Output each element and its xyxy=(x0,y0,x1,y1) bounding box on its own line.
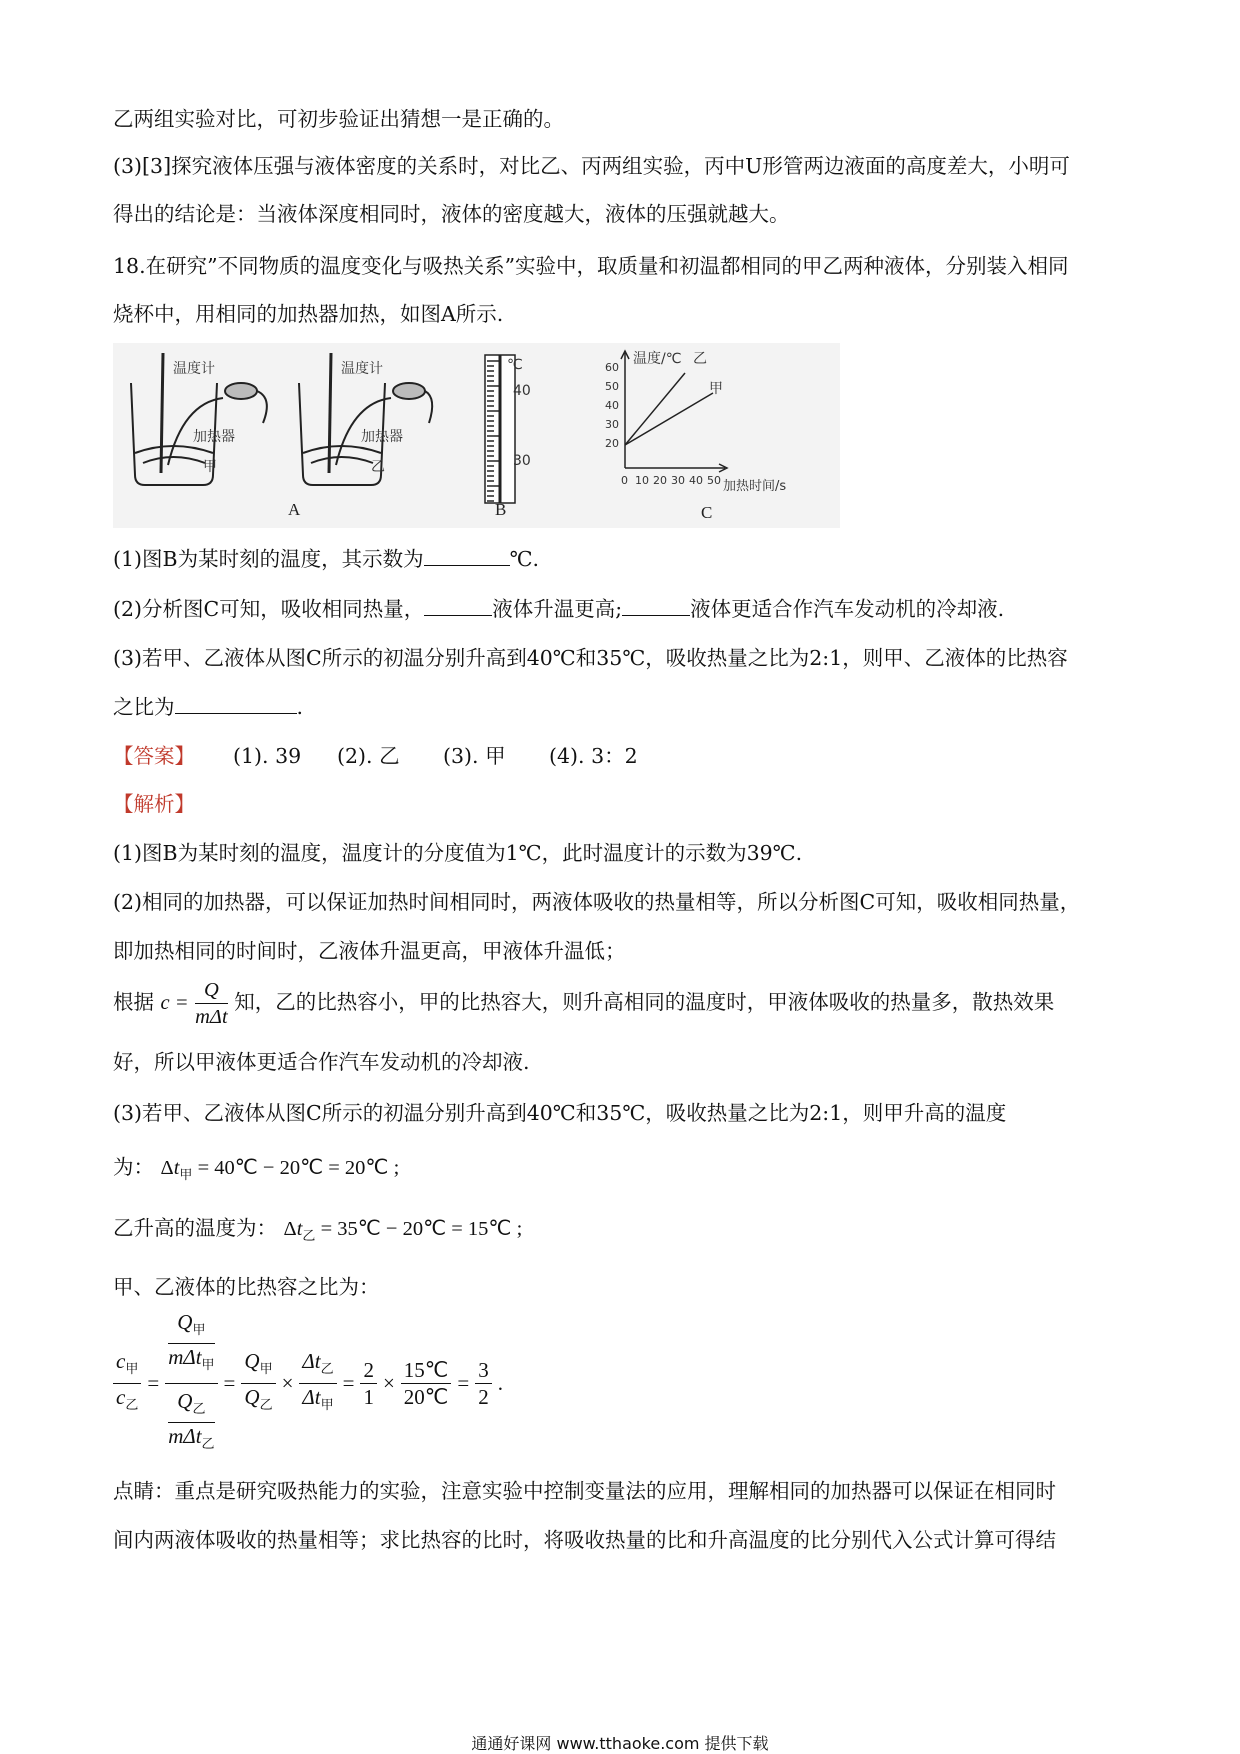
y-tick: 20 xyxy=(605,437,619,450)
q2-text-b: 液体升温更高; xyxy=(492,597,623,621)
answer-blank xyxy=(175,693,297,714)
figure-c-label: C xyxy=(701,503,713,522)
ratio-complex-fraction: $\frac{\frac{Q_甲}{m\Delta t_甲}}{\frac{Q_乙}{m\Delta t_乙}}$ xyxy=(165,1309,217,1457)
analysis-eq-yi: 乙升高的温度为： $\Delta t_乙$ = 35℃ − 20℃ = 15℃ ; xyxy=(113,1216,523,1244)
y-tick: 50 xyxy=(605,380,619,393)
thermometer-b xyxy=(485,355,515,503)
ratio-c: $\frac{c_甲}{c_乙}$ xyxy=(113,1348,141,1417)
y-tick: 60 xyxy=(605,361,619,374)
analysis-formula-line xyxy=(113,972,1054,1033)
frac-den: 2 xyxy=(478,1384,489,1409)
frac-num: 3 xyxy=(475,1357,492,1384)
thermometer-label: 温度计 xyxy=(341,361,383,377)
answer-tag: 【答案】 xyxy=(113,744,195,768)
figure-a-label: A xyxy=(288,500,301,519)
answer-blank xyxy=(424,545,510,566)
text-line: 得出的结论是：当液体深度相同时，液体的密度越大，液体的压强就越大。 xyxy=(113,202,790,226)
q1-text: (1)图B为某时刻的温度，其示数为 xyxy=(113,547,424,571)
liquid-jia-label: 甲 xyxy=(203,459,217,475)
liquid-yi-label: 乙 xyxy=(371,459,385,475)
analysis-line: (3)若甲、乙液体从图C所示的初温分别升高到40℃和35℃，吸收热量之比为2:1，则甲升高的温度 xyxy=(113,1101,1007,1125)
text-line: (3)[3]探究液体压强与液体密度的关系时，对比乙、丙两组实验，丙中U形管两边液面的高度差大，小明可 xyxy=(113,154,1070,178)
formula-prefix: 根据 xyxy=(113,990,154,1014)
frac-num: 15℃ xyxy=(401,1357,452,1384)
formula-suffix: 知，乙的比热容小，甲的比热容大，则升高相同的温度时，甲液体吸收的热量多，散热效果 xyxy=(234,990,1055,1014)
figure-drawing xyxy=(113,343,840,528)
answer-2: (2). 乙 xyxy=(337,744,400,768)
heater-label: 加热器 xyxy=(361,429,403,445)
formula-fraction: $\frac{Q}{\text{mΔt}}$ xyxy=(195,979,228,1028)
graph-c-xlabel: 加热时间/s xyxy=(723,479,787,494)
analysis-tag: 【解析】 xyxy=(113,792,195,816)
y-tick: 40 xyxy=(605,399,619,412)
line-yi xyxy=(625,373,685,445)
graph-c xyxy=(621,351,727,472)
analysis-line: 间内两液体吸收的热量相等；求比热容的比时，将吸收热量的比和升高温度的比分别代入公式计算可得结 xyxy=(113,1528,1056,1552)
q1-unit: ℃. xyxy=(509,547,540,571)
frac-num: 2 xyxy=(360,1357,377,1384)
q3-text-c: . xyxy=(296,695,304,719)
x-tick: 30 xyxy=(671,474,685,487)
analysis-line: 点睛：重点是研究吸热能力的实验，注意实验中控制变量法的应用，理解相同的加热器可以保证在相同时 xyxy=(113,1479,1056,1503)
answer-1: (1). 39 xyxy=(233,744,302,768)
page-footer: 通通好课网 www.tthaoke.com 提供下载 xyxy=(471,1734,769,1753)
question-1 xyxy=(113,544,539,574)
thermometer-b-tick-30: 30 xyxy=(513,453,531,469)
analysis-line: 即加热相同的时间时，乙液体升温更高，甲液体升温低； xyxy=(113,939,626,963)
eq-prefix: 乙升高的温度为： xyxy=(113,1216,277,1240)
eq-prefix: 为： xyxy=(113,1155,154,1179)
graph-c-ylabel: 温度/℃ xyxy=(633,351,682,367)
question-18-stem: 18.在研究”不同物质的温度变化与吸热关系”实验中，取质量和初温都相同的甲乙两种液体，分别装入相同 xyxy=(113,254,1069,278)
text-line: 烧杯中，用相同的加热器加热，如图A所示. xyxy=(113,302,504,326)
analysis-line: 甲、乙液体的比热容之比为： xyxy=(113,1275,380,1299)
analysis-eq-jia: 为： $\Delta t_甲$ = 40℃ − 20℃ = 20℃ ; xyxy=(113,1155,400,1183)
q3-text-b: 之比为 xyxy=(113,695,175,719)
graph-c-jia: 甲 xyxy=(709,381,723,397)
experiment-figure xyxy=(113,343,840,528)
q2-text-c: 液体更适合作汽车发动机的冷却液. xyxy=(690,597,1005,621)
analysis-line: (2)相同的加热器，可以保证加热时间相同时，两液体吸收的热量相等，所以分析图C可知，吸收相同热量， xyxy=(113,890,1081,914)
answer-blank xyxy=(622,595,690,616)
thermometer-b-unit: ℃ xyxy=(507,357,523,373)
frac-den: 20℃ xyxy=(403,1384,449,1409)
x-tick: 20 xyxy=(653,474,667,487)
answer-3: (3). 甲 xyxy=(443,744,506,768)
ratio-equation: $\frac{c_甲}{c_乙}$ = $\frac{\frac{Q_甲}{m\Delta t_甲}}{\frac{Q_乙}{m\Delta t_乙}}$ = $\frac{Q_甲}{Q_乙}$ × $\frac{\Delta t_乙}{\Delta t_甲}$ = $\frac{2}{1}$ × $\frac{15℃}{20℃}$ = $\frac{3}{2}$ . xyxy=(113,1318,503,1448)
answer-4: (4). 3：2 xyxy=(549,744,638,768)
answer-blank xyxy=(424,595,492,616)
thermometer-label: 温度计 xyxy=(173,361,215,377)
question-3-cont xyxy=(113,692,303,722)
heater-label: 加热器 xyxy=(193,429,235,445)
frac-den: 1 xyxy=(363,1384,374,1409)
question-2 xyxy=(113,594,1004,624)
formula-c: c = xyxy=(160,992,189,1014)
text-line: 乙两组实验对比，可初步验证出猜想一是正确的。 xyxy=(113,107,564,131)
x-tick: 0 xyxy=(621,474,628,487)
eq-value: = 35℃ − 20℃ = 15℃ ; xyxy=(320,1218,523,1240)
answer-line xyxy=(113,741,638,771)
thermometer-b-tick-40: 40 xyxy=(513,383,531,399)
question-3: (3)若甲、乙液体从图C所示的初温分别升高到40℃和35℃，吸收热量之比为2:1，则甲、乙液体的比热容 xyxy=(113,646,1068,670)
x-tick: 40 xyxy=(689,474,703,487)
y-tick: 30 xyxy=(605,418,619,431)
analysis-line: (1)图B为某时刻的温度，温度计的分度值为1℃，此时温度计的示数为39℃. xyxy=(113,841,803,865)
x-tick: 10 xyxy=(635,474,649,487)
line-jia xyxy=(625,393,713,445)
graph-c-yi: 乙 xyxy=(693,351,707,367)
analysis-line: 好，所以甲液体更适合作汽车发动机的冷却液. xyxy=(113,1050,530,1074)
eq-value: = 40℃ − 20℃ = 20℃ ; xyxy=(197,1157,400,1179)
x-tick: 50 xyxy=(707,474,721,487)
q2-text-a: (2)分析图C可知，吸收相同热量， xyxy=(113,597,425,621)
figure-b-label: B xyxy=(495,500,507,519)
